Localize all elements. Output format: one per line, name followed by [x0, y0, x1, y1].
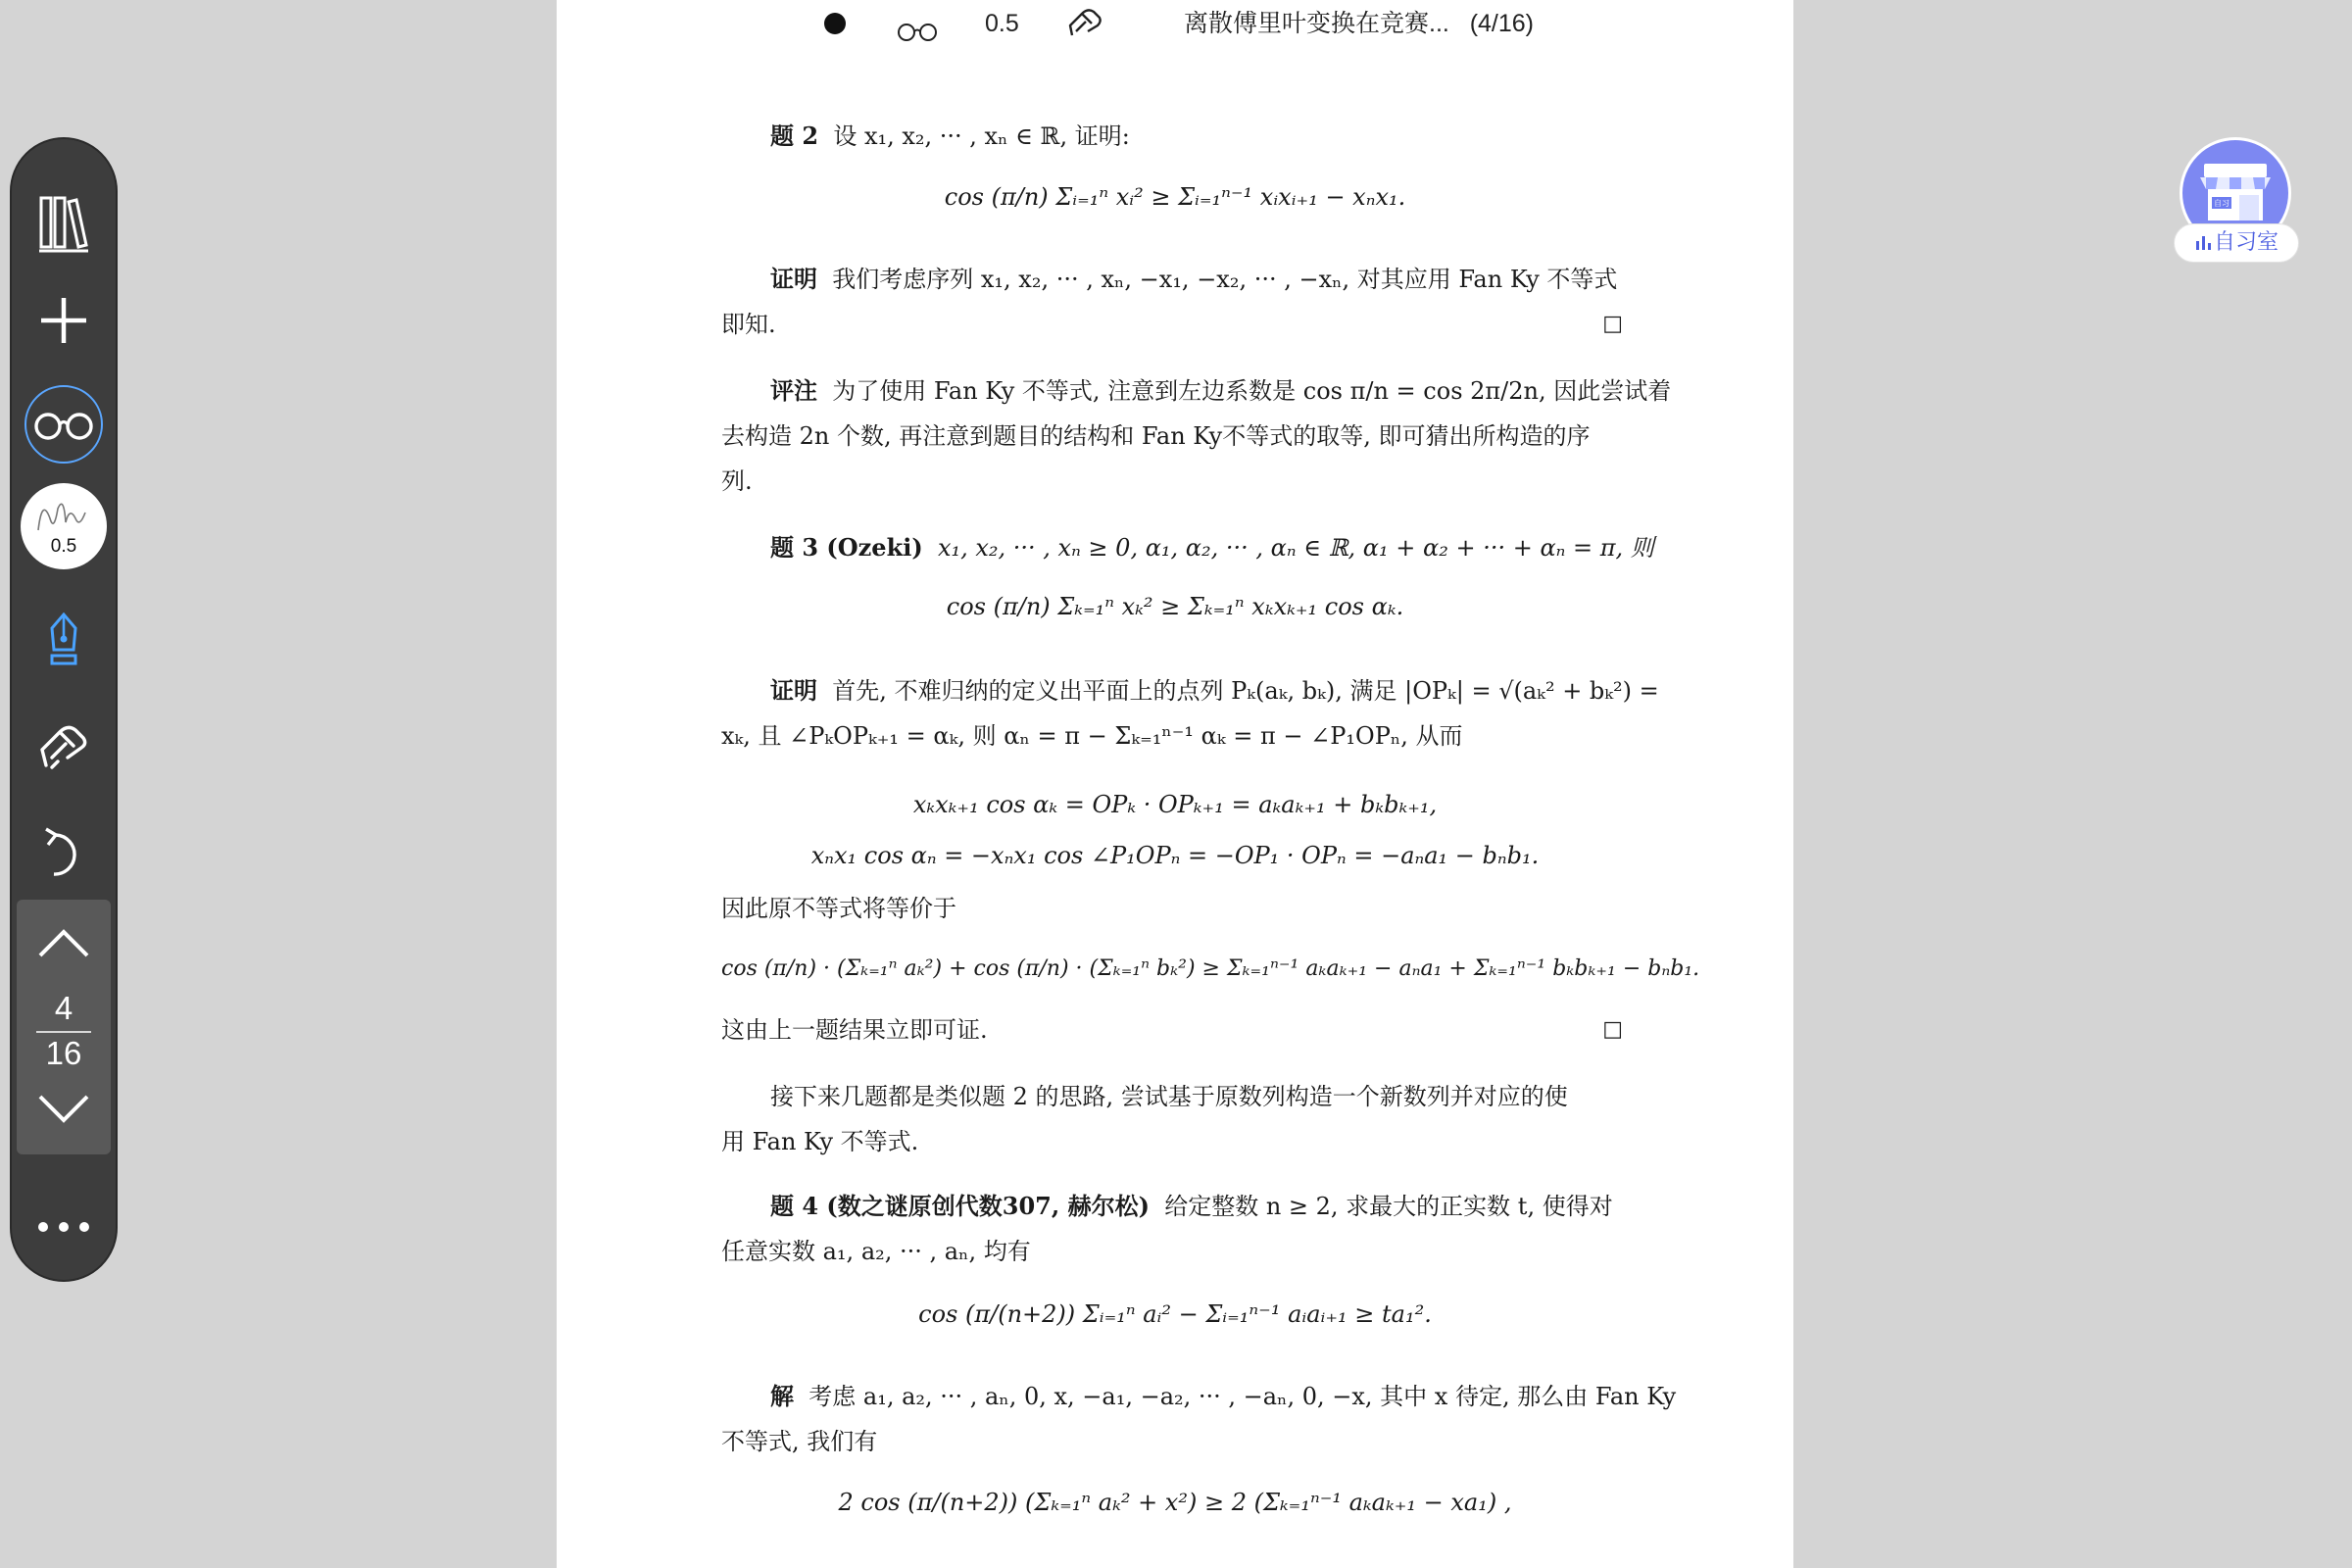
left-toolbar [10, 137, 118, 1282]
page-navigator [17, 900, 111, 1154]
remark-line-3: 列. [721, 467, 753, 495]
problem-3-formula: cos (π/n) Σₖ₌₁ⁿ xₖ² ≥ Σₖ₌₁ⁿ xₖxₖ₊₁ cos αₖ. [946, 593, 1404, 620]
remark-line-2: 去构造 2n 个数, 再注意到题目的结构和 Fan Ky不等式的取等, 即可猜出所构造的序 [721, 422, 1591, 450]
solution-line-2: 不等式, 我们有 [721, 1428, 878, 1455]
proof-2-line-1: 证明 首先, 不难归纳的定义出平面上的点列 Pₖ(aₖ, bₖ), 满足 |OPₖ| = √(aₖ² + bₖ²) = [770, 676, 1659, 705]
glasses-icon[interactable] [12, 382, 116, 466]
document-content [721, 0, 1700, 1568]
add-icon[interactable] [12, 276, 116, 365]
pen-width-value[interactable]: 0.5 [985, 10, 1019, 37]
proof-1-text: 证明 我们考虑序列 x₁, x₂, ··· , xₙ, −x₁, −x₂, ··· , −xₙ, 对其应用 Fan Ky 不等式 [770, 265, 1618, 293]
problem-2-formula: cos (π/n) Σᵢ₌₁ⁿ xᵢ² ≥ Σᵢ₌₁ⁿ⁻¹ xᵢxᵢ₊₁ − xₙx₁. [944, 183, 1406, 211]
proof-2-equation-2: xₙx₁ cos αₙ = −xₙx₁ cos ∠P₁OPₙ = −OP₁ · OPₙ = −aₙa₁ − bₙb₁. [810, 842, 1540, 869]
problem-4-continuation: 任意实数 a₁, a₂, ··· , aₙ, 均有 [721, 1238, 1031, 1265]
study-room-label: 自习室 [2213, 230, 2278, 255]
equivalence-formula: cos (π/n) · (Σₖ₌₁ⁿ aₖ²) + cos (π/n) · (Σₖ₌₁ⁿ bₖ²) ≥ Σₖ₌₁ⁿ⁻¹ aₖaₖ₊₁ − aₙa₁ + Σₖ₌₁ⁿ⁻¹ bₖbₖ₊₁ − bₙb₁. [721, 956, 1700, 981]
equivalence-text: 因此原不等式将等价于 [721, 895, 956, 922]
follow-text: 这由上一题结果立即可证. [721, 1016, 988, 1044]
solution-formula: 2 cos (π/(n+2)) (Σₖ₌₁ⁿ aₖ² + x²) ≥ 2 (Σₖ₌₁ⁿ⁻¹ aₖaₖ₊₁ − xa₁) , [838, 1489, 1512, 1516]
total-page-number: 16 [45, 1035, 82, 1071]
page-divider [36, 1031, 91, 1033]
chevron-up-icon[interactable] [17, 909, 111, 978]
proof-2-equation-1: xₖxₖ₊₁ cos αₖ = OPₖ · OPₖ₊₁ = aₖaₖ₊₁ + bₖbₖ₊₁, [912, 791, 1438, 818]
study-room-button[interactable] [2174, 223, 2299, 263]
problem-2-statement: 题 2 设 x₁, x₂, ··· , xₙ ∈ ℝ, 证明: [770, 122, 1130, 150]
signature-width-value: 0.5 [50, 536, 77, 557]
more-icon[interactable] [12, 1198, 116, 1256]
current-page-number: 4 [54, 990, 74, 1026]
document-title: 离散傅里叶变换在竞赛... (4/16) [1184, 10, 1534, 37]
chevron-down-icon[interactable] [17, 1074, 111, 1143]
problem-3-statement: 题 3 (Ozeki) x₁, x₂, ··· , xₙ ≥ 0, α₁, α₂, ··· , αₙ ∈ ℝ, α₁ + α₂ + ··· + αₙ = π, 则 [770, 533, 1654, 562]
undo-icon[interactable] [12, 808, 116, 896]
library-icon[interactable] [12, 178, 116, 267]
next-problems-line-1: 接下来几题都是类似题 2 的思路, 尝试基于原数列构造一个新数列并对应的使 [770, 1083, 1568, 1110]
remark-line-1: 评注 为了使用 Fan Ky 不等式, 注意到左边系数是 cos π/n = cos 2π/2n, 因此尝试着 [770, 376, 1672, 405]
hand-icon[interactable] [12, 702, 116, 790]
pen-icon[interactable] [12, 596, 116, 684]
page-indicator: (4/16) [1469, 10, 1534, 37]
proof-1-continuation: 即知. [721, 311, 776, 338]
qed-mark-2: □ [1602, 1017, 1623, 1042]
signature-icon[interactable] [12, 482, 116, 570]
qed-mark-1: □ [1602, 312, 1623, 336]
solution-line-1: 解 考虑 a₁, a₂, ··· , aₙ, 0, x, −a₁, −a₂, ··· , −aₙ, 0, −x, 其中 x 待定, 那么由 Fan Ky [770, 1382, 1677, 1410]
proof-2-line-2: xₖ, 且 ∠PₖOPₖ₊₁ = αₖ, 则 αₙ = π − Σₖ₌₁ⁿ⁻¹ αₖ = π − ∠P₁OPₙ, 从而 [721, 722, 1463, 750]
study-room-widget[interactable] [2174, 137, 2299, 274]
next-problems-line-2: 用 Fan Ky 不等式. [721, 1128, 919, 1155]
problem-4-formula: cos (π/(n+2)) Σᵢ₌₁ⁿ aᵢ² − Σᵢ₌₁ⁿ⁻¹ aᵢaᵢ₊₁ ≥ ta₁². [918, 1300, 1432, 1328]
svg-text:自习: 自习 [2214, 199, 2230, 208]
problem-4-statement: 题 4 (数之谜原创代数307, 赫尔松) 给定整数 n ≥ 2, 求最大的正实数 t, 使得对 [770, 1192, 1613, 1220]
